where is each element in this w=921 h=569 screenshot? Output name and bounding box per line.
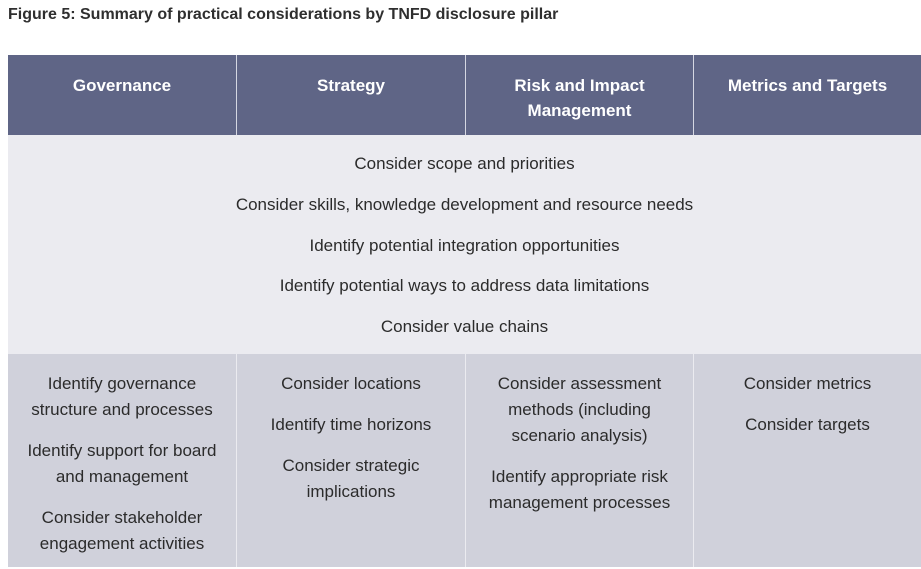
strategy-item: Consider locations bbox=[281, 374, 421, 393]
shared-item: Consider skills, knowledge development and resource needs bbox=[235, 194, 694, 214]
strategy-item: Consider strategic implications bbox=[282, 456, 420, 501]
risk-item: Identify appropriate risk management processes bbox=[488, 467, 671, 512]
governance-item: Consider stakeholder engagement activities bbox=[39, 508, 205, 553]
metrics-item: Consider targets bbox=[745, 415, 870, 434]
pillar-row bbox=[8, 354, 921, 567]
risk-item: Consider assessment methods (including scenario analysis) bbox=[497, 374, 662, 445]
shared-item: Identify potential ways to address data limitations bbox=[279, 276, 650, 296]
header-row bbox=[8, 55, 921, 135]
header-governance: Governance bbox=[8, 55, 237, 135]
metrics-targets-cell bbox=[694, 354, 921, 567]
shared-item: Consider value chains bbox=[380, 317, 549, 337]
header-risk-impact-management bbox=[466, 55, 694, 135]
header-strategy: Strategy bbox=[237, 55, 466, 135]
governance-item: Identify support for board and management bbox=[27, 441, 217, 486]
pillar-table bbox=[8, 55, 921, 567]
shared-item: Consider scope and priorities bbox=[354, 154, 575, 173]
figure-title: Figure 5: Summary of practical considerations by TNFD disclosure pillar bbox=[8, 6, 559, 23]
governance-cell bbox=[8, 354, 237, 567]
strategy-cell bbox=[237, 354, 466, 567]
strategy-item: Identify time horizons bbox=[270, 415, 432, 434]
header-risk-label: Risk and Impact Management bbox=[514, 76, 645, 120]
governance-item: Identify governance structure and processes bbox=[31, 374, 213, 419]
shared-item: Identify potential integration opportunities bbox=[309, 235, 620, 255]
risk-impact-cell bbox=[466, 354, 694, 567]
shared-considerations bbox=[8, 135, 921, 354]
header-metrics-targets: Metrics and Targets bbox=[727, 76, 888, 95]
metrics-item: Consider metrics bbox=[743, 374, 872, 393]
